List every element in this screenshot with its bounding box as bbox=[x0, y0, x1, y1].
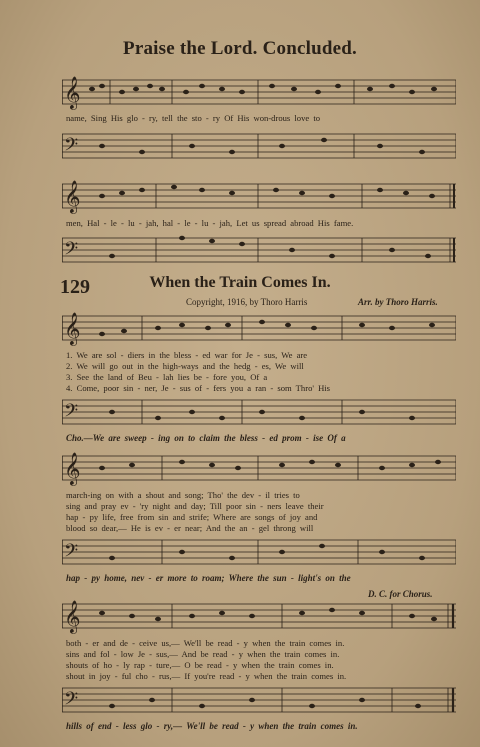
svg-text:𝄞: 𝄞 bbox=[64, 600, 81, 633]
svg-text:𝄞: 𝄞 bbox=[64, 452, 81, 485]
copyright-notice: Copyright, 1916, by Thoro Harris bbox=[186, 297, 308, 307]
music-staff-treble-4 bbox=[62, 450, 456, 486]
verse-2-line-2: sing and pray ev - 'ry night and day; Till poor sin - ners leave their bbox=[66, 501, 324, 511]
svg-text:𝄢: 𝄢 bbox=[64, 401, 79, 426]
verse-3-line-2: hap - py life, free from sin and strife; Where are songs of joy and bbox=[66, 512, 318, 522]
arranger-credit: Arr. by Thoro Harris. bbox=[358, 297, 438, 307]
svg-text:𝄞: 𝄞 bbox=[64, 76, 81, 109]
lyric-line: men, Hal - le - lu - jah, hal - le - lu - jah, Let us spread abroad His fame. bbox=[66, 218, 354, 228]
music-staff-treble-3 bbox=[62, 310, 456, 346]
dc-marking: D. C. for Chorus. bbox=[368, 589, 433, 599]
song-title: When the Train Comes In. bbox=[149, 274, 331, 291]
page-title: Praise the Lord. Concluded. bbox=[123, 38, 357, 59]
music-staff-bass-4 bbox=[62, 534, 456, 570]
music-staff-treble-2 bbox=[62, 178, 456, 214]
music-staff-bass-3 bbox=[62, 394, 456, 430]
music-staff-bass-5 bbox=[62, 682, 456, 718]
chorus-line-3: hills of end - less glo - ry,— We'll be read - y when the train comes in. bbox=[66, 721, 358, 731]
verse-1-line-2: march-ing on with a shout and song; Tho' the dev - il tries to bbox=[66, 490, 300, 500]
lyric-line: name, Sing His glo - ry, tell the sto - ry Of His won-drous love to bbox=[66, 113, 321, 123]
svg-text:𝄞: 𝄞 bbox=[64, 180, 81, 213]
chorus-line-1: Cho.—We are sweep - ing on to claim the bless - ed prom - ise Of a bbox=[66, 433, 346, 443]
svg-text:𝄢: 𝄢 bbox=[64, 689, 79, 714]
music-staff-bass-2 bbox=[62, 232, 456, 268]
verse-2-line-1: 2. We will go out in the high-ways and the hedg - es, We will bbox=[66, 361, 304, 371]
verse-4-line-2: blood so dear,— He is ev - er near; And the an - gel throng will bbox=[66, 523, 314, 533]
svg-text:𝄢: 𝄢 bbox=[64, 135, 79, 160]
verse-3-line-3: shouts of ho - ly rap - ture,— O be read - y when the train comes in. bbox=[66, 660, 334, 670]
music-staff-bass-1 bbox=[62, 128, 456, 164]
verse-1-line-3: both - er and de - ceive us,— We'll be read - y when the train comes in. bbox=[66, 638, 345, 648]
verse-1-line-1: 1. We are sol - diers in the bless - ed war for Je - sus, We are bbox=[66, 350, 308, 360]
music-staff-treble-1 bbox=[62, 74, 456, 110]
svg-text:𝄞: 𝄞 bbox=[64, 312, 81, 345]
verse-3-line-1: 3. See the land of Beu - lah lies be - fore you, Of a bbox=[66, 372, 268, 382]
hymn-number: 129 bbox=[60, 276, 90, 298]
svg-text:𝄢: 𝄢 bbox=[64, 541, 79, 566]
verse-4-line-1: 4. Come, poor sin - ner, Je - sus of - fers you a ran - som Thro' His bbox=[66, 383, 331, 393]
verse-4-line-3: shout in joy - ful cho - rus,— If you're read - y when the train comes in. bbox=[66, 671, 347, 681]
verse-2-line-3: sins and fol - low Je - sus,— And be read - y when the train comes in. bbox=[66, 649, 340, 659]
svg-text:𝄢: 𝄢 bbox=[64, 239, 79, 264]
music-staff-treble-5 bbox=[62, 598, 456, 634]
chorus-line-2: hap - py home, nev - er more to roam; Where the sun - light's on the bbox=[66, 573, 351, 583]
